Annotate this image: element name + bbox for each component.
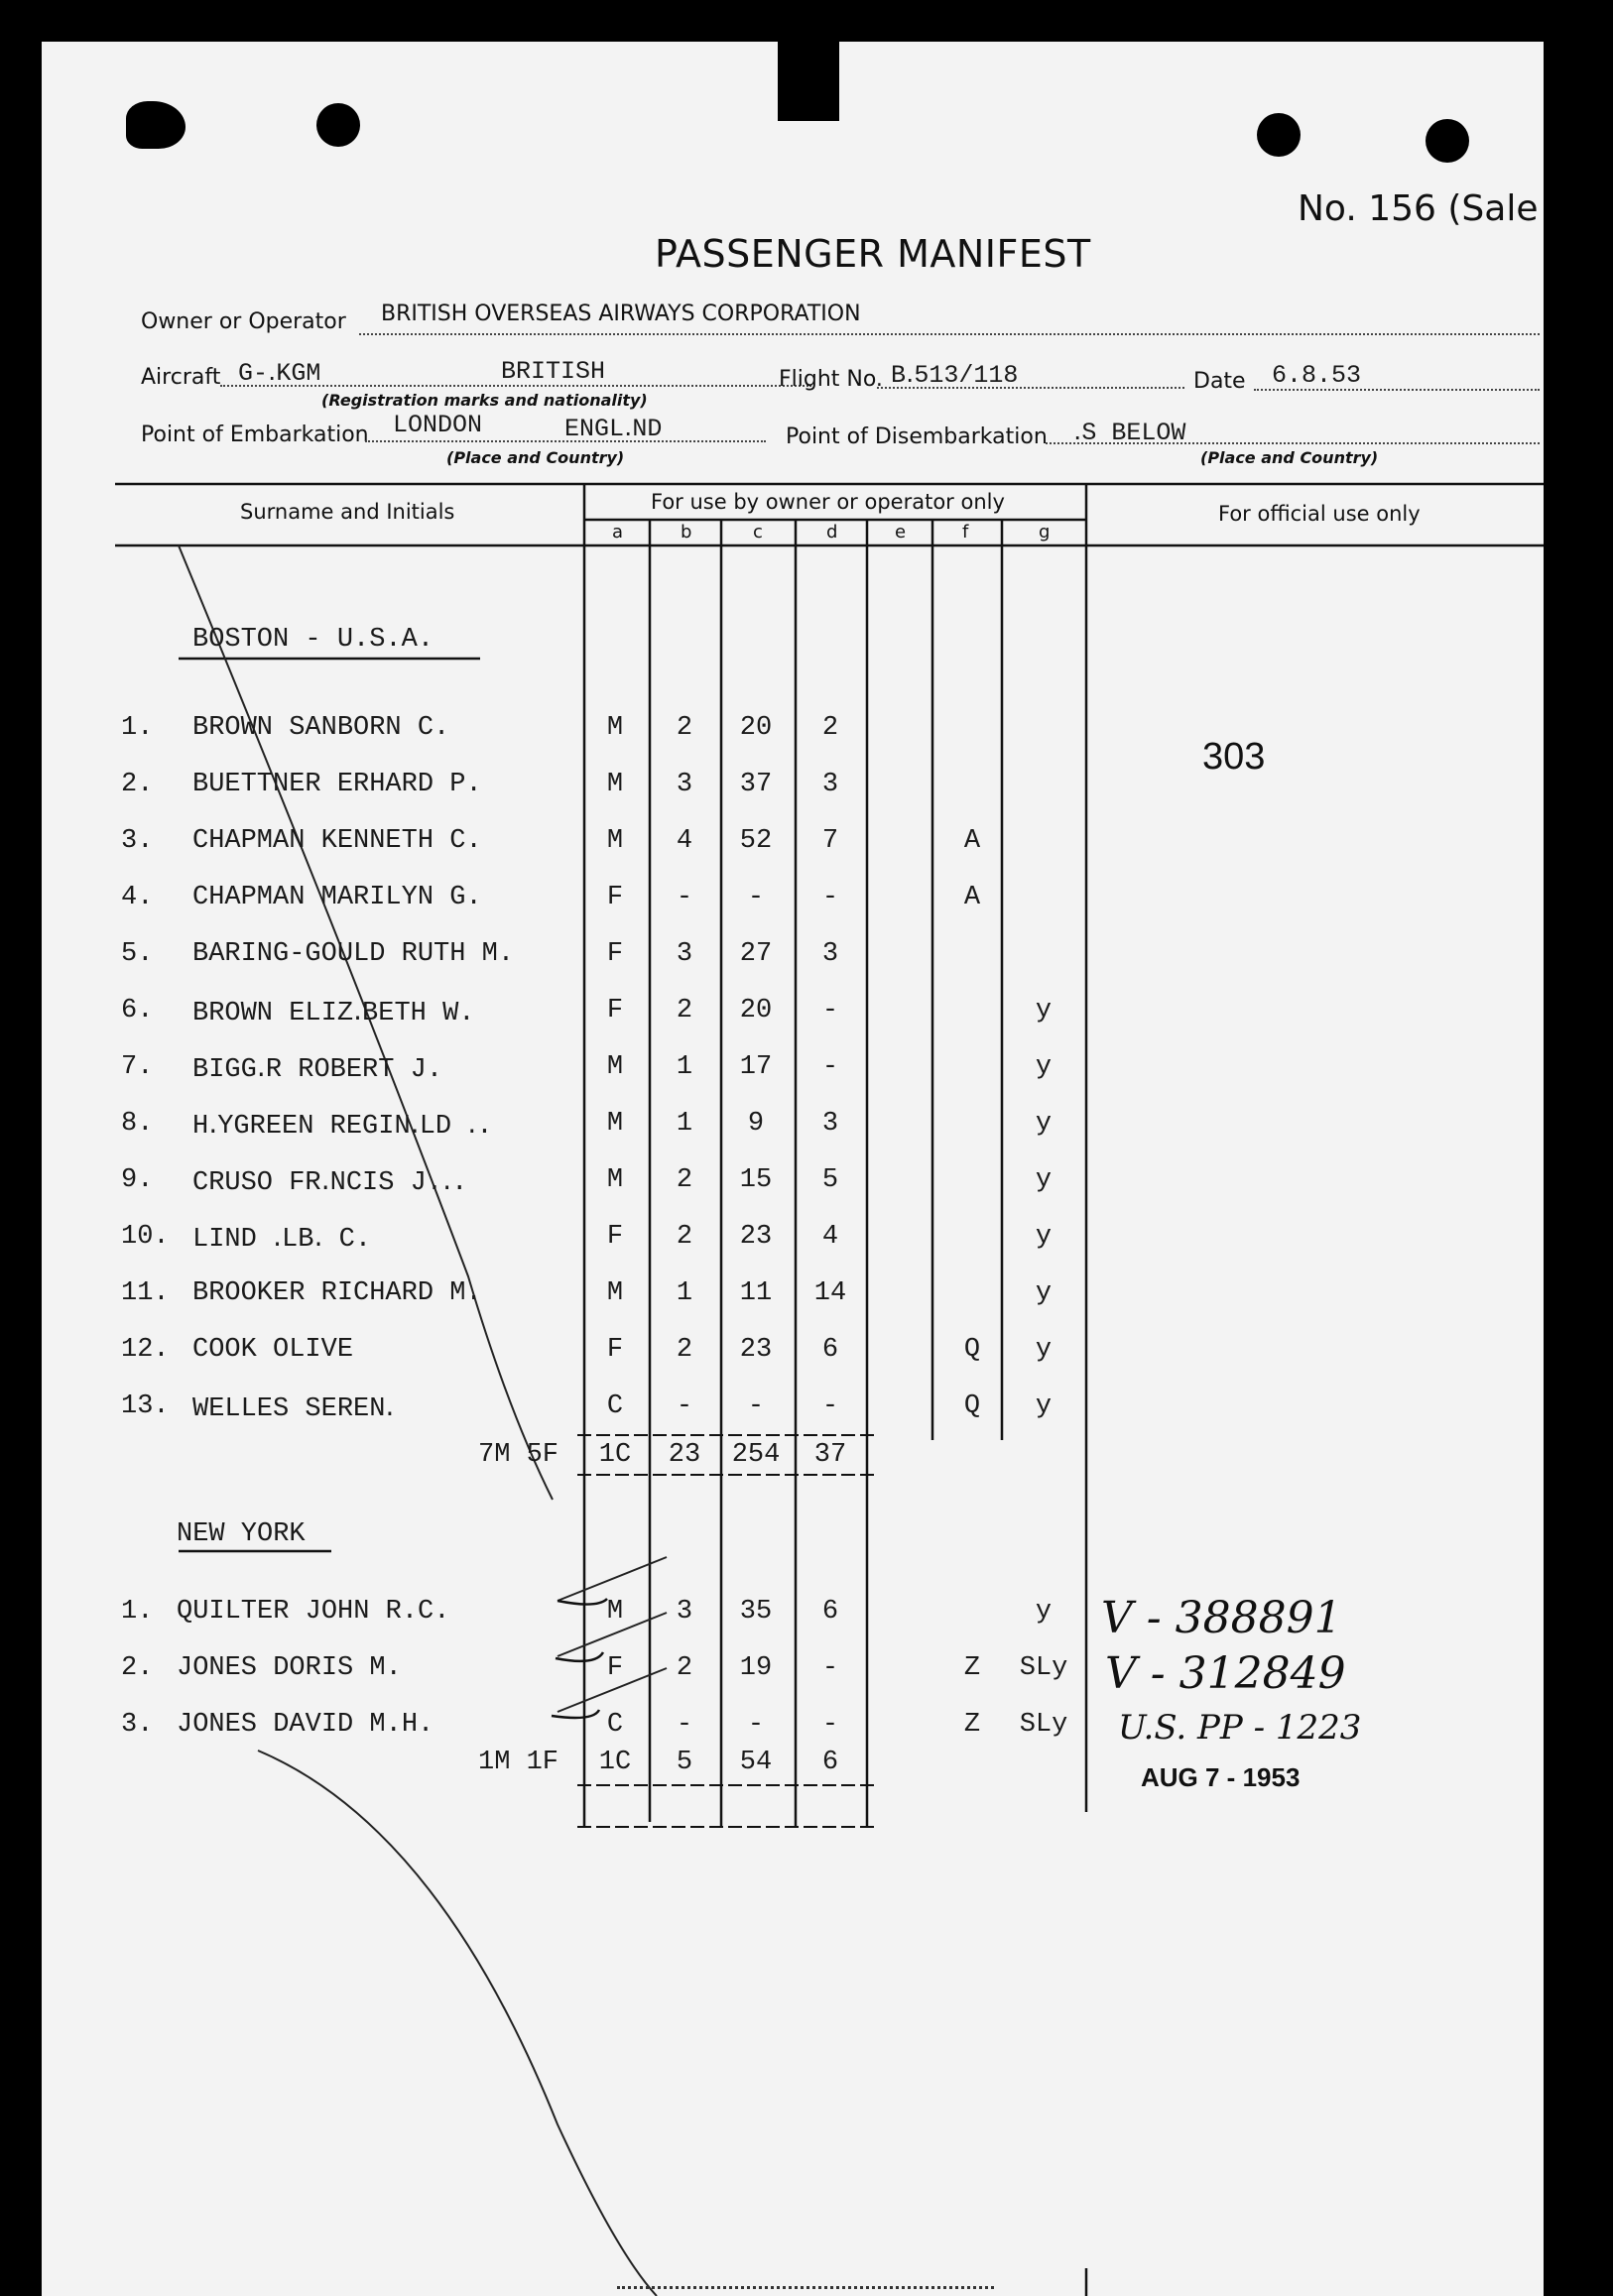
passenger-name: CHAPMAN KENNETH C. [192, 826, 482, 856]
passenger-name: WELLES SEREN․ [192, 1394, 395, 1424]
embarkation-label: Point of Embarkation [141, 423, 369, 447]
cell-c: 9 [747, 1109, 765, 1139]
official-303: 303 [1202, 736, 1266, 778]
passenger-number: 5. [121, 939, 154, 969]
aircraft-nationality: BRITISH [501, 357, 606, 386]
cell-d: 3 [821, 770, 839, 799]
bottom-bleed-marks [617, 2286, 994, 2293]
cell-g: SLy [1019, 1653, 1068, 1683]
cell-c: 15 [739, 1165, 773, 1195]
owner-label: Owner or Operator [141, 309, 346, 334]
cell-a: C [606, 1710, 624, 1740]
cell-c: 23 [739, 1222, 773, 1252]
total-c: 254 [731, 1440, 781, 1470]
cell-c: 27 [739, 939, 773, 969]
official-note-1: V - 388891 [1101, 1593, 1342, 1643]
official-use-header: For official use only [1218, 502, 1421, 526]
passenger-name: LIND ․LB․ C. [192, 1225, 372, 1255]
total-a: 1C [598, 1440, 632, 1470]
flight-value: B․513/118 [891, 361, 1019, 390]
cell-d: - [821, 1653, 839, 1683]
official-note-3: U.S. PP - 1223 [1118, 1708, 1362, 1748]
cell-d: - [821, 1052, 839, 1082]
passenger-name: JONES DAVID M.H. [177, 1710, 434, 1740]
cell-f: Z [963, 1710, 981, 1740]
cell-a: M [606, 1165, 624, 1195]
passenger-number: 13. [121, 1391, 170, 1421]
cell-a: M [606, 1278, 624, 1308]
cell-b: - [676, 883, 693, 912]
column-letter-a: a [612, 522, 624, 543]
cell-b: 2 [676, 1222, 693, 1252]
passenger-name: BARING-GOULD RUTH M. [192, 939, 515, 969]
cell-b: 1 [676, 1109, 693, 1139]
form-number: No. 156 (Sale [1298, 188, 1539, 229]
passenger-number: 1. [121, 713, 154, 743]
passenger-number: 10. [121, 1222, 170, 1252]
passenger-name: H․YGREEN REGIN․LD ․. [192, 1112, 493, 1142]
cell-b: 2 [676, 1165, 693, 1195]
cell-g: y [1035, 1052, 1053, 1082]
cell-b: 1 [676, 1278, 693, 1308]
cell-c: 52 [739, 826, 773, 856]
date-value: 6.8.53 [1272, 361, 1362, 390]
embarkation-place: LONDON [393, 411, 483, 439]
disembarkation-label: Point of Disembarkation [786, 424, 1048, 449]
cell-a: F [606, 1222, 624, 1252]
passenger-number: 1. [121, 1597, 154, 1627]
official-note-2: V - 312849 [1105, 1648, 1346, 1699]
cell-f: A [963, 883, 981, 912]
cell-c: 35 [739, 1597, 773, 1627]
cell-f: A [963, 826, 981, 856]
cell-b: 3 [676, 1597, 693, 1627]
column-letter-b: b [681, 522, 692, 543]
date-label: Date [1193, 369, 1246, 394]
total-b: 23 [668, 1440, 701, 1470]
cell-b: 2 [676, 996, 693, 1026]
cell-d: 3 [821, 1109, 839, 1139]
manifest-page [42, 42, 1544, 2296]
cell-d: 14 [813, 1278, 847, 1308]
cell-f: Q [963, 1335, 981, 1365]
page-title: PASSENGER MANIFEST [655, 232, 1091, 276]
cell-d: - [821, 996, 839, 1026]
passenger-name: CHAPMAN MARILYN G. [192, 883, 482, 912]
cell-f: Z [963, 1653, 981, 1683]
aircraft-registration: G-․KGM [238, 359, 321, 388]
cell-b: 2 [676, 1653, 693, 1683]
total-d: 6 [821, 1748, 839, 1777]
cell-c: 17 [739, 1052, 773, 1082]
passenger-name: BROWN SANBORN C. [192, 713, 450, 743]
cell-d: 5 [821, 1165, 839, 1195]
cell-d: 4 [821, 1222, 839, 1252]
cell-a: F [606, 883, 624, 912]
cell-d: 6 [821, 1335, 839, 1365]
cell-c: - [747, 1391, 765, 1421]
passenger-number: 6. [121, 996, 154, 1026]
cell-b: 2 [676, 1335, 693, 1365]
passenger-name: COOK OLIVE [192, 1335, 354, 1365]
cell-a: C [606, 1391, 624, 1421]
passenger-number: 4. [121, 883, 154, 912]
cell-c: 19 [739, 1653, 773, 1683]
cell-d: - [821, 1391, 839, 1421]
cell-d: 7 [821, 826, 839, 856]
column-letter-f: f [962, 522, 969, 543]
cell-b: - [676, 1710, 693, 1740]
cell-d: - [821, 883, 839, 912]
embarkation-country: ENGL․ND [564, 415, 663, 443]
total-d: 37 [813, 1440, 847, 1470]
passenger-number: 2. [121, 770, 154, 799]
cell-g: y [1035, 1278, 1053, 1308]
cell-g: y [1035, 1335, 1053, 1365]
cell-b: - [676, 1391, 693, 1421]
section-total-label: 1M 1F [478, 1748, 559, 1777]
passenger-number: 3. [121, 826, 154, 856]
passenger-name: BROWN ELIZ․BETH W. [192, 999, 475, 1028]
cell-a: M [606, 770, 624, 799]
disembarkation-note: (Place and Country) [1200, 448, 1379, 467]
cell-c: - [747, 1710, 765, 1740]
total-b: 5 [676, 1748, 693, 1777]
cell-b: 3 [676, 939, 693, 969]
cell-a: F [606, 1335, 624, 1365]
cell-g: y [1035, 1391, 1053, 1421]
cell-c: 20 [739, 713, 773, 743]
cell-a: F [606, 939, 624, 969]
owner-use-header: For use by owner or operator only [651, 490, 1005, 514]
disembarkation-value: ․S BELOW [1073, 419, 1186, 447]
cell-d: 6 [821, 1597, 839, 1627]
passenger-number: 2. [121, 1653, 154, 1683]
section-total-label: 7M 5F [478, 1440, 559, 1470]
owner-value: BRITISH OVERSEAS AIRWAYS CORPORATION [381, 302, 861, 326]
cell-a: F [606, 996, 624, 1026]
passenger-name: BIGG․R ROBERT J. [192, 1055, 443, 1085]
passenger-name: BROOKER RICHARD M. [192, 1278, 482, 1308]
cell-a: M [606, 1597, 624, 1627]
embarkation-note: (Place and Country) [446, 448, 625, 467]
flight-label: Flight No. [779, 367, 883, 392]
column-letter-e: e [895, 522, 907, 543]
cell-g: y [1035, 996, 1053, 1026]
passenger-name: QUILTER JOHN R.C. [177, 1597, 450, 1627]
cell-b: 4 [676, 826, 693, 856]
cell-b: 1 [676, 1052, 693, 1082]
total-a: 1C [598, 1748, 632, 1777]
cell-d: - [821, 1710, 839, 1740]
passenger-number: 8. [121, 1109, 154, 1139]
cell-g: y [1035, 1109, 1053, 1139]
passenger-number: 12. [121, 1335, 170, 1365]
passenger-number: 3. [121, 1710, 154, 1740]
cell-c: 37 [739, 770, 773, 799]
section-heading: NEW YORK [177, 1519, 306, 1549]
passenger-name: CRUSO FR․NCIS J.․. [192, 1168, 468, 1198]
cell-g: y [1035, 1165, 1053, 1195]
cell-b: 2 [676, 713, 693, 743]
column-letter-g: g [1039, 522, 1051, 543]
column-letter-d: d [826, 522, 838, 543]
passenger-name: BUETTNER ERHARD P. [192, 770, 482, 799]
cell-c: 23 [739, 1335, 773, 1365]
cell-f: Q [963, 1391, 981, 1421]
passenger-name: JONES DORIS M. [177, 1653, 402, 1683]
aircraft-note: (Registration marks and nationality) [321, 391, 648, 410]
cell-c: - [747, 883, 765, 912]
official-date-stamp: AUG 7 - 1953 [1141, 1762, 1301, 1792]
cell-g: y [1035, 1597, 1053, 1627]
passenger-number: 7. [121, 1052, 154, 1082]
surname-header: Surname and Initials [240, 500, 455, 524]
cell-a: M [606, 826, 624, 856]
passenger-number: 11. [121, 1278, 170, 1308]
total-c: 54 [739, 1748, 773, 1777]
cell-g: y [1035, 1222, 1053, 1252]
cell-g: SLy [1019, 1710, 1068, 1740]
cell-a: M [606, 1052, 624, 1082]
cell-b: 3 [676, 770, 693, 799]
aircraft-label: Aircraft [141, 365, 221, 390]
cell-c: 11 [739, 1278, 773, 1308]
cell-c: 20 [739, 996, 773, 1026]
cell-a: M [606, 713, 624, 743]
section-heading: BOSTON - U.S.A. [192, 625, 434, 655]
cell-a: M [606, 1109, 624, 1139]
cell-d: 3 [821, 939, 839, 969]
cell-d: 2 [821, 713, 839, 743]
passenger-number: 9. [121, 1165, 154, 1195]
cell-a: F [606, 1653, 624, 1683]
column-letter-c: c [753, 522, 763, 543]
